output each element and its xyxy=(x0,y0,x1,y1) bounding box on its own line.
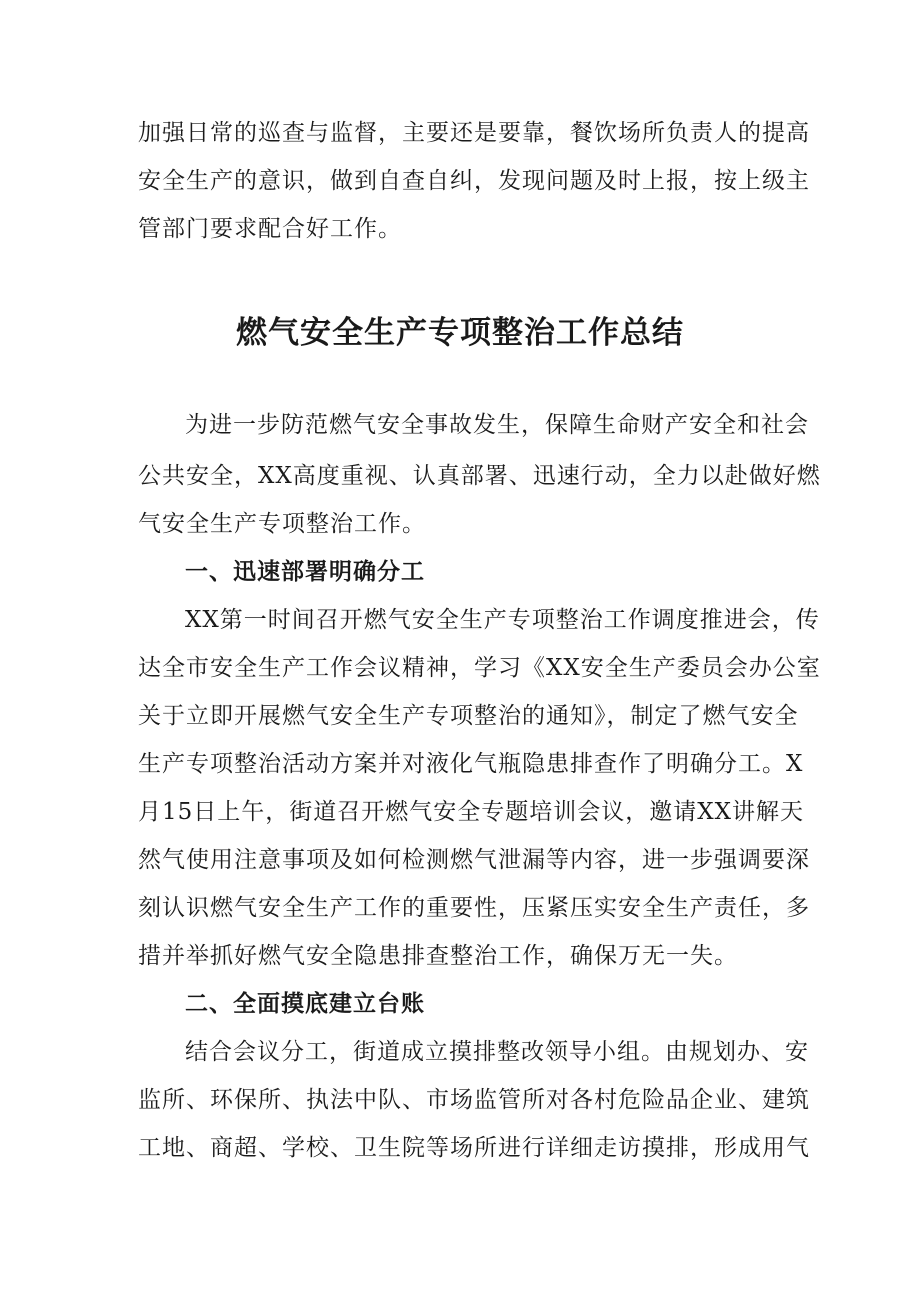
intro-line-3: 管部门要求配合好工作。 xyxy=(138,216,402,242)
section-2-line-1: 结合会议分工，街道成立摸排整改领导小组。由规划办、安 xyxy=(185,1039,809,1065)
document-title: 燃气安全生产专项整治工作总结 xyxy=(236,315,684,351)
intro-line-1: 加强日常的巡查与监督，主要还是要靠，餐饮场所负责人的提高 xyxy=(138,120,810,146)
opening-line-3: 气安全生产专项整治工作。 xyxy=(138,511,426,537)
section-1-line-4: 生产专项整治活动方案并对液化气瓶隐患排查作了明确分工。X xyxy=(138,751,804,777)
section-2-line-2: 监所、环保所、执法中队、市场监管所对各村危险品企业、建筑 xyxy=(138,1087,810,1113)
section-1-line-6: 然气使用注意事项及如何检测燃气泄漏等内容，进一步强调要深 xyxy=(138,847,810,873)
section-1-line-1: XX第一时间召开燃气安全生产专项整治工作调度推进会，传 xyxy=(185,607,820,633)
section-1-line-8: 措并举抓好燃气安全隐患排查整治工作，确保万无一失。 xyxy=(138,943,738,969)
opening-line-1: 为进一步防范燃气安全事故发生，保障生命财产安全和社会 xyxy=(185,412,809,438)
section-2-heading: 二、全面摸底建立台账 xyxy=(185,991,425,1017)
section-1-heading: 一、迅速部署明确分工 xyxy=(185,559,425,585)
section-1-line-5: 月15日上午，街道召开燃气安全专题培训会议，邀请XX讲解天 xyxy=(138,799,805,825)
section-1-line-3: 关于立即开展燃气安全生产专项整治的通知》，制定了燃气安全 xyxy=(138,703,799,729)
section-1-line-7: 刻认识燃气安全生产工作的重要性，压紧压实安全生产责任，多 xyxy=(138,895,810,921)
opening-line-2: 公共安全，XX高度重视、认真部署、迅速行动，全力以赴做好燃 xyxy=(138,463,821,489)
section-2-line-3: 工地、商超、学校、卫生院等场所进行详细走访摸排，形成用气 xyxy=(138,1135,810,1161)
section-1-line-2: 达全市安全生产工作会议精神，学习《XX安全生产委员会办公室 xyxy=(138,655,821,681)
intro-line-2: 安全生产的意识，做到自查自纠，发现问题及时上报，按上级主 xyxy=(138,168,810,194)
